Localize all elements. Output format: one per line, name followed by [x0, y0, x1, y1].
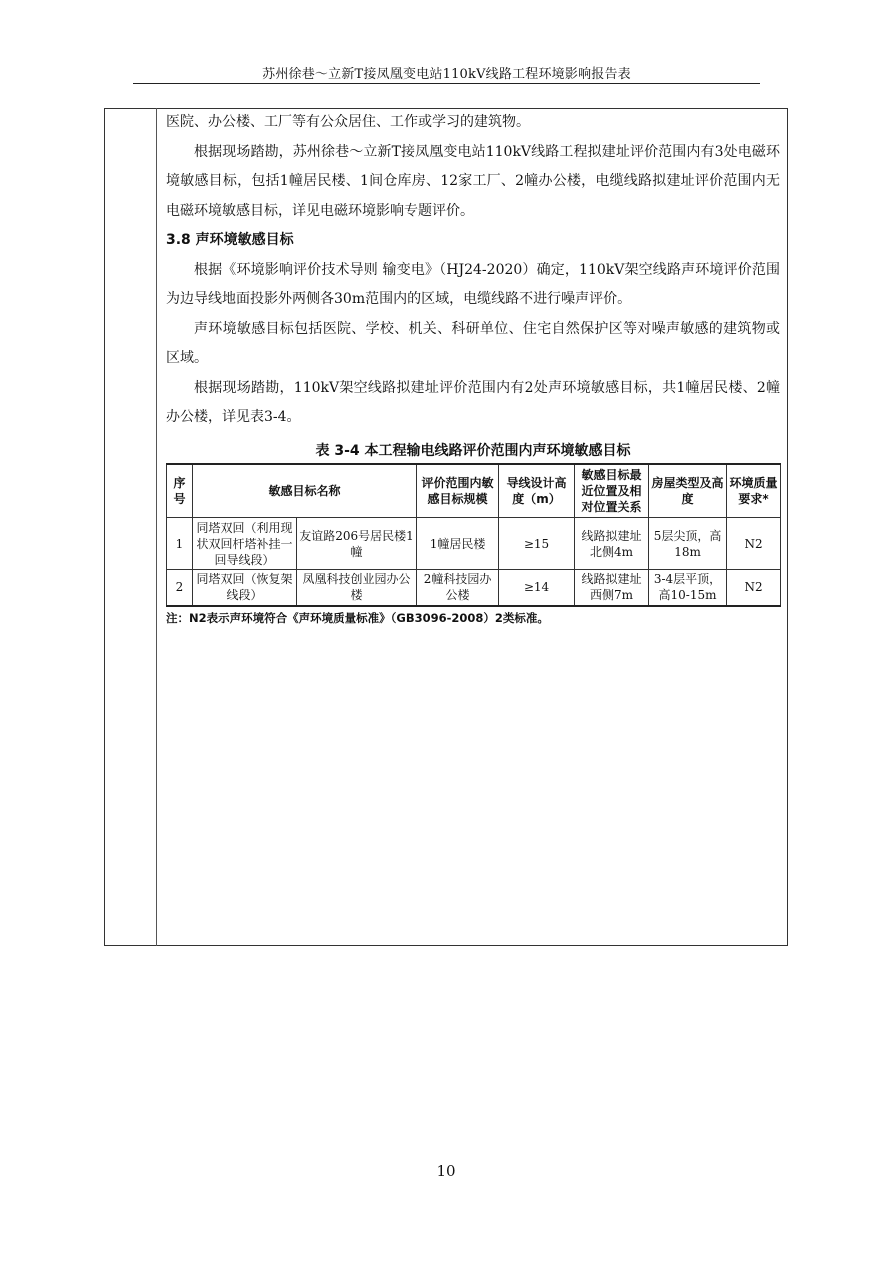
cell-height: ≥14 — [499, 570, 575, 606]
header-position: 敏感目标最近位置及相对位置关系 — [575, 464, 649, 518]
cell-segment: 同塔双回（利用现状双回杆塔补挂一回导线段） — [193, 518, 297, 570]
paragraph-1: 医院、办公楼、工厂等有公众居住、工作或学习的建筑物。 — [166, 114, 530, 130]
cell-position: 线路拟建址北侧4m — [575, 518, 649, 570]
section-heading: 3.8 声环境敏感目标 — [166, 232, 294, 248]
cell-req: N2 — [727, 570, 781, 606]
sound-sensitive-targets-table — [166, 463, 781, 607]
cell-house: 5层尖顶，高18m — [649, 518, 727, 570]
table-row — [167, 570, 781, 606]
paragraph-3: 根据《环境影响评价技术导则 输变电》（HJ24-2020）确定，110kV架空线路声环境评价范围为边导线地面投影外两侧各30m范围内的区域，电缆线路不进行噪声评价。 — [166, 261, 780, 307]
table-row — [167, 518, 781, 570]
cell-scale: 1幢居民楼 — [417, 518, 499, 570]
cell-no: 2 — [167, 570, 193, 606]
header-name: 敏感目标名称 — [193, 464, 417, 518]
cell-target: 凤凰科技创业园办公楼 — [297, 570, 417, 606]
table-header-row — [167, 464, 781, 518]
page-number: 10 — [436, 1162, 456, 1180]
paragraph-5: 根据现场踏勘，110kV架空线路拟建址评价范围内有2处声环境敏感目标，共1幢居民楼、2幢办公楼，详见表3-4。 — [166, 379, 780, 425]
table-caption: 表 3-4 本工程输电线路评价范围内声环境敏感目标 — [315, 442, 631, 459]
main-content — [166, 108, 780, 626]
cell-req: N2 — [727, 518, 781, 570]
page-header-title: 苏州徐巷～立新T接凤凰变电站110kV线路工程环境影响报告表 — [262, 67, 631, 82]
cell-house: 3-4层平顶，高10-15m — [649, 570, 727, 606]
header-scale: 评价范围内敏感目标规模 — [417, 464, 499, 518]
header-height: 导线设计高度（m） — [499, 464, 575, 518]
header-rule — [133, 83, 760, 84]
cell-scale: 2幢科技园办公楼 — [417, 570, 499, 606]
header-no: 序号 — [167, 464, 193, 518]
cell-height: ≥15 — [499, 518, 575, 570]
table-note: 注：N2表示声环境符合《声环境质量标准》（GB3096-2008）2类标准。 — [166, 610, 549, 625]
paragraph-4: 声环境敏感目标包括医院、学校、机关、科研单位、住宅自然保护区等对噪声敏感的建筑物或区域。 — [166, 320, 780, 366]
cell-segment: 同塔双回（恢复架线段） — [193, 570, 297, 606]
header-req: 环境质量要求* — [727, 464, 781, 518]
cell-position: 线路拟建址西侧7m — [575, 570, 649, 606]
frame-left-column-rule — [156, 108, 157, 946]
cell-target: 友谊路206号居民楼1幢 — [297, 518, 417, 570]
cell-no: 1 — [167, 518, 193, 570]
paragraph-2: 根据现场踏勘，苏州徐巷～立新T接凤凰变电站110kV线路工程拟建址评价范围内有3处电磁环境敏感目标，包括1幢居民楼、1间仓库房、12家工厂、2幢办公楼，电缆线路拟建址评价范围内无电磁环境敏感目标，详见电磁环境影响专题评价。 — [166, 143, 780, 219]
header-house: 房屋类型及高度 — [649, 464, 727, 518]
